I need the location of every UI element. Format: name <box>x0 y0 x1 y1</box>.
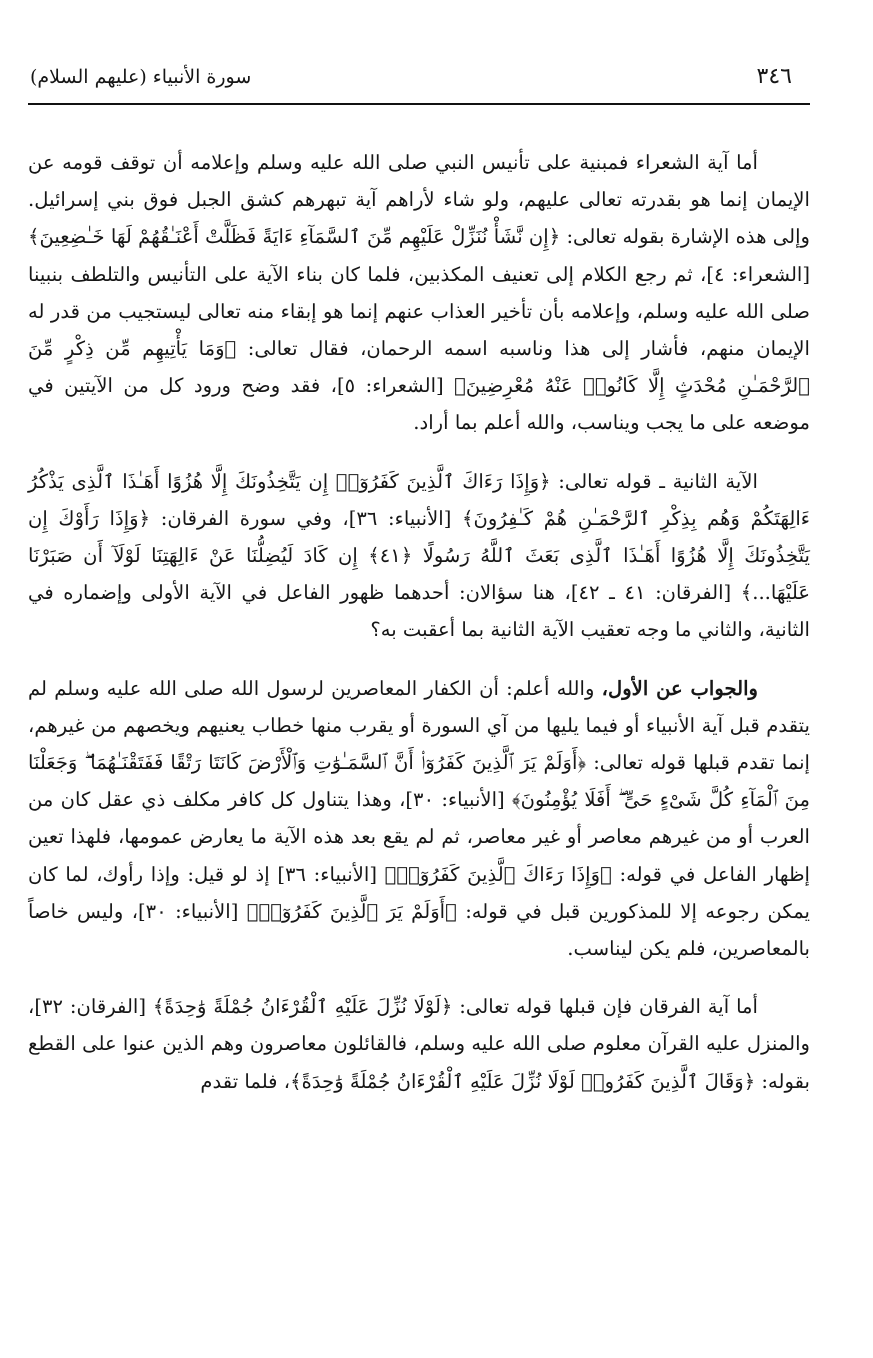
answer-lead: والجواب عن الأول، <box>601 676 758 700</box>
header-rule <box>28 103 810 105</box>
page-body <box>28 144 810 1121</box>
paragraph-furqan-verse: أما آية الفرقان فإن قبلها قوله تعالى: ﴿لَوْلَا نُزِّلَ عَلَيْهِ ٱلْقُرْءَانُ جُمْلَةً وَٰحِدَةً﴾ [الفرقان: ٣٢]، والمنزل عليه القرآن معلوم صلى الله عليه وسلم، فالقائلون معاصرون وهم الذين عنوا على القطع بقوله: ﴿وَقَالَ ٱلَّذِينَ كَفَرُوا۟ لَوْلَا نُزِّلَ عَلَيْهِ ٱلْقُرْءَانُ جُمْلَةً وَٰحِدَةً﴾، فلما تقدم <box>28 995 810 1093</box>
running-title: سورة الأنبياء (عليهم السلام) <box>30 66 252 88</box>
answer-text: والله أعلم: أن الكفار المعاصرين لرسول الله صلى الله عليه وسلم لم يتقدم قبل آية الأنبياء أو فيما يليها من آي السورة أو يقرب منها خطاب يعنيهم ويخصهم من غيرهم، إنما تقدم قبلها قوله تعالى: ﴿أَوَلَمْ يَرَ ٱلَّذِينَ كَفَرُوٓا۟ أَنَّ ٱلسَّمَـٰوَٰتِ وَٱلْأَرْضَ كَانَتَا رَتْقًا فَفَتَقْنَـٰهُمَا ۖ وَجَعَلْنَا مِنَ ٱلْمَآءِ كُلَّ شَىْءٍ حَىٍّ ۖ أَفَلَا يُؤْمِنُونَ﴾ [الأنبياء: ٣٠]، وهذا يتناول كل كافر مكلف ذي عقل كان من العرب أو من غيرهم معاصر أو غير معاصر، ثم لم يقع بعد هذه الآية ما يعارض عمومها، فلهذا تعين إظهار الفاعل في قوله: ﴿وَإِذَا رَءَاكَ ٱلَّذِينَ كَفَرُوٓا۟﴾ [الأنبياء: ٣٦] إذ لو قيل: وإذا رأوك، لما كان يمكن رجوعه إلا للمذكورين قبل في قوله: ﴿أَوَلَمْ يَرَ ٱلَّذِينَ كَفَرُوٓا۟﴾ [الأنبياء: ٣٠]، وليس خاصاً بالمعاصرين، فلم يكن ليناسب. <box>28 676 810 961</box>
paragraph-second-verse: الآية الثانية ـ قوله تعالى: ﴿وَإِذَا رَءَاكَ ٱلَّذِينَ كَفَرُوٓا۟ إِن يَتَّخِذُونَكَ إِلَّا هُزُوًا أَهَـٰذَا ٱلَّذِى يَذْكُرُ ءَالِهَتَكُمْ وَهُم بِذِكْرِ ٱلرَّحْمَـٰنِ هُمْ كَـٰفِرُونَ﴾ [الأنبياء: ٣٦]، وفي سورة الفرقان: ﴿وَإِذَا رَأَوْكَ إِن يَتَّخِذُونَكَ إِلَّا هُزُوًا أَهَـٰذَا ٱلَّذِى بَعَثَ ٱللَّهُ رَسُولًا ﴿٤١﴾ إِن كَادَ لَيُضِلُّنَا عَنْ ءَالِهَتِنَا لَوْلَآ أَن صَبَرْنَا عَلَيْهَا...﴾ [الفرقان: ٤١ ـ ٤٢]، هنا سؤالان: أحدهما ظهور الفاعل في الآية الأولى وإضماره في الثانية، والثاني ما وجه تعقيب الآية الثانية بما أعقبت به؟ <box>28 469 811 642</box>
page-header <box>28 58 810 102</box>
book-page <box>28 58 811 1093</box>
paragraph-shuara-explanation: أما آية الشعراء فمبنية على تأنيس النبي صلى الله عليه وسلم وإعلامه أن توقف قومه عن الإيمان إنما هو بقدرته تعالى عليهم، ولو شاء لأراهم آية تبهرهم كشق الجبل فوق بني إسرائيل. وإلى هذه الإشارة بقوله تعالى: ﴿إِن نَّشَأْ نُنَزِّلْ عَلَيْهِم مِّنَ ٱلسَّمَآءِ ءَايَةً فَظَلَّتْ أَعْنَـٰقُهُمْ لَهَا خَـٰضِعِينَ﴾ [الشعراء: ٤]، ثم رجع الكلام إلى تعنيف المكذبين، فلما كان بناء الآية على التأنيس والتلطف بنبينا صلى الله عليه وسلم، وإعلامه بأن تأخير العذاب عنهم إنما هو إبقاء منه تعالى ليستجيب من قدر له الإيمان منهم، فأشار إلى هذا وناسبه اسمه الرحمان، فقال تعالى: ﴿وَمَا يَأْتِيهِم مِّن ذِكْرٍ مِّنَ ٱلرَّحْمَـٰنِ مُحْدَثٍ إِلَّا كَانُوا۟ عَنْهُ مُعْرِضِينَ﴾ [الشعراء: ٥]، فقد وضح ورود كل من الآيتين في موضعه على ما يجب ويناسب، والله أعلم بما أراد. <box>28 151 810 435</box>
paragraph-first-answer <box>28 670 810 968</box>
page-number: ٣٤٦ <box>756 64 792 89</box>
